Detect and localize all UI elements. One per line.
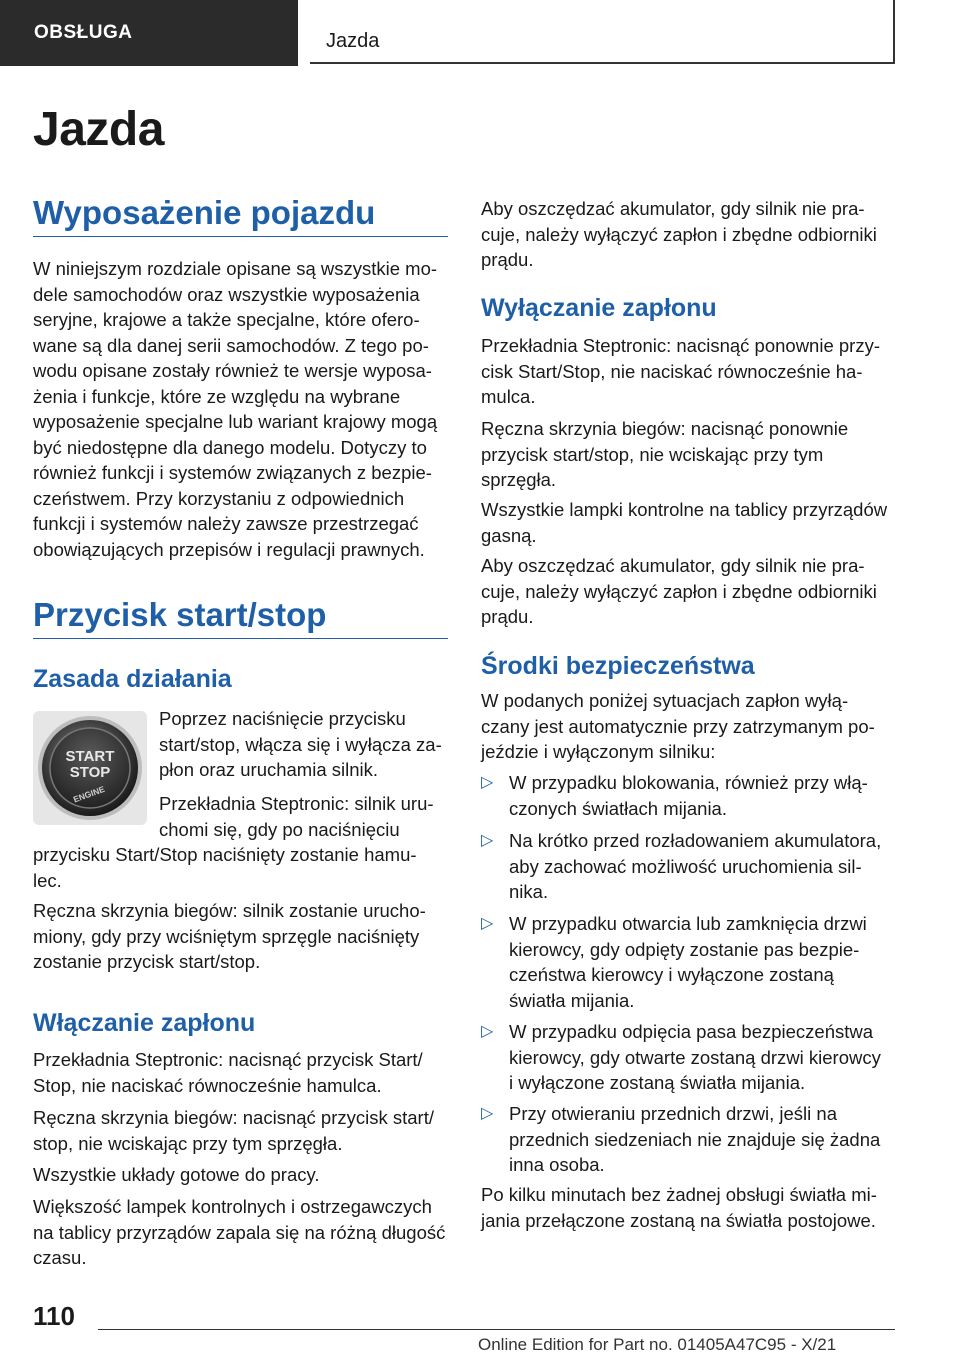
text-line: również funkcji i systemów związanych z bezpie-	[33, 462, 432, 483]
text-line: prądu.	[481, 249, 534, 270]
bullet-text	[509, 1101, 896, 1178]
text-line: cuje, należy wyłączyć zapłon i zbędne odbiorniki	[481, 223, 877, 245]
text-line: żenia i funkcje, które ze względu na wybrane	[33, 385, 401, 407]
text-line: zostanie przycisk start/stop.	[33, 951, 261, 972]
header-chapter-tab: OBSŁUGA	[0, 0, 298, 66]
triangle-bullet-icon: ▷	[481, 832, 494, 849]
text-line: czonych światłach mijania.	[509, 797, 727, 819]
text-line: Aby oszczędzać akumulator, gdy silnik nie pra-	[481, 555, 865, 576]
page-number: 110	[33, 1301, 75, 1331]
text-line: Stop, nie naciskać równocześnie hamulca.	[33, 1074, 382, 1096]
text-line: Przekładnia Steptronic: nacisnąć ponownie przy-	[481, 335, 880, 356]
text-line: czeństwa kierowcy i wyłączone zostaną	[509, 964, 834, 985]
text-line: Ręczna skrzynia biegów: silnik zostanie urucho-	[33, 900, 426, 921]
text-line: dele samochodów oraz wszystkie wyposażenia	[33, 283, 420, 305]
text-line: cuje, należy wyłączyć zapłon i zbędne odbiorniki	[481, 580, 877, 602]
text-line: być niedostępne dla danego modelu. Dotyczy to	[33, 436, 427, 458]
text-line: chomi się, gdy po naciśnięciu	[159, 818, 400, 840]
text-line: Poprzez naciśnięcie przycisku	[159, 708, 406, 729]
start-stop-button-image	[33, 711, 147, 825]
text-line: cisk Start/Stop, nie naciskać równocześnie ha-	[481, 360, 863, 382]
text-line: obowiązujących przepisów i regulacji prawnych.	[33, 538, 425, 560]
text-line: jania przełączone zostaną na światła postojowe.	[481, 1209, 876, 1231]
text-line: Większość lampek kontrolnych i ostrzegawczych	[33, 1196, 432, 1217]
text-line: światła mijania.	[509, 989, 635, 1011]
text-line: miony, gdy przy wciśniętym sprzęgle naciśnięty	[33, 925, 420, 947]
heading-principle: Zasada działania	[33, 665, 232, 693]
text-line: czeństwem. Przy korzystaniu z odpowiednich	[33, 487, 405, 509]
text-line: prądu.	[481, 606, 534, 627]
text-line: lec.	[33, 869, 62, 891]
text-line: Na krótko przed rozładowaniem akumulatora,	[509, 830, 882, 851]
triangle-bullet-icon: ▷	[481, 915, 494, 932]
text-line: jeździe i wyłączonym silniku:	[481, 741, 716, 762]
paragraph-on-4	[33, 1194, 448, 1271]
paragraph-off-2	[481, 416, 896, 493]
text-line: Wszystkie lampki kontrolne na tablicy przyrządów	[481, 499, 888, 520]
text-line: czany jest automatycznie przy zatrzymanym po-	[481, 715, 875, 737]
text-line: kierowcy, gdy otwarte zostaną drzwi kierowcy	[509, 1046, 881, 1068]
text-line: W przypadku blokowania, również przy włą-	[509, 772, 868, 793]
text-line: Przy otwieraniu przednich drzwi, jeśli na	[509, 1103, 837, 1124]
text-line: W przypadku odpięcia pasa bezpieczeństwa	[509, 1021, 874, 1042]
paragraph-on-3	[33, 1162, 448, 1188]
paragraph-off-3	[481, 497, 896, 548]
paragraph-on-1	[33, 1047, 448, 1098]
bullet-text	[509, 911, 896, 1013]
paragraph-off-1	[481, 333, 896, 410]
text-line: przycisk start/stop, nie wciskając przy tym	[481, 443, 824, 465]
heading-equipment: Wyposażenie pojazdu	[33, 194, 376, 231]
heading-ignition-on: Włączanie zapłonu	[33, 1009, 256, 1037]
footer-rule	[98, 1329, 895, 1330]
text-line: płon oraz uruchamia silnik.	[159, 759, 379, 780]
text-line: start/stop, włącza się i wyłącza za-	[159, 733, 442, 755]
bullet-text	[509, 1019, 896, 1096]
paragraph-safety	[481, 688, 896, 765]
text-line: seryjne, krajowe a także specjalne, które ofero-	[33, 309, 420, 330]
paragraph-equipment	[33, 256, 448, 562]
text-line: Aby oszczędzać akumulator, gdy silnik nie pra-	[481, 198, 865, 219]
paragraph-principle-2	[159, 791, 448, 842]
text-line: i wyłączone zostaną światła mijania.	[509, 1072, 806, 1093]
text-line: nika.	[509, 881, 549, 902]
paragraph-principle-3	[33, 898, 448, 975]
paragraph-principle-1	[159, 706, 448, 783]
heading-rule	[33, 236, 448, 237]
text-line: mulca.	[481, 386, 536, 407]
triangle-bullet-icon: ▷	[481, 1023, 494, 1040]
heading-start-stop: Przycisk start/stop	[33, 596, 327, 633]
heading-safety: Środki bezpieczeństwa	[481, 652, 755, 680]
bullet-text	[509, 828, 896, 905]
text-line: przycisku Start/Stop naciśnięty zostanie hamu-	[33, 844, 417, 865]
text-line: sprzęgła.	[481, 469, 557, 490]
text-line: wyposażenie specjalne lub wariant krajowy mogą	[33, 411, 438, 432]
triangle-bullet-icon: ▷	[481, 774, 494, 791]
text-line: na tablicy przyrządów zapala się na różną długość	[33, 1221, 446, 1243]
button-label-start: START	[65, 748, 115, 765]
paragraph-save-battery	[481, 196, 896, 273]
text-line: Ręczna skrzynia biegów: nacisnąć przycisk start/	[33, 1107, 434, 1128]
paragraph-on-2	[33, 1105, 448, 1156]
text-line: W przypadku otwarcia lub zamknięcia drzwi	[509, 913, 867, 934]
text-line: W niniejszym rozdziale opisane są wszystkie mo-	[33, 258, 438, 279]
text-line: przednich siedzeniach nie znajduje się żadna	[509, 1128, 881, 1150]
button-label-engine: ENGINE	[71, 783, 106, 805]
text-line: czasu.	[33, 1247, 87, 1268]
page-title: Jazda	[33, 103, 164, 156]
text-line: aby zachować możliwość uruchomienia sil-	[509, 855, 862, 877]
text-line: wodu opisane zostały również te wersje wyposa-	[33, 360, 432, 381]
text-line: gasną.	[481, 524, 537, 546]
text-line: wane są dla danej serii samochodów. Z tego po-	[33, 334, 429, 356]
triangle-bullet-icon: ▷	[481, 1105, 494, 1122]
text-line: kierowcy, gdy odpięty zostanie pas bezpie-	[509, 938, 860, 960]
paragraph-final	[481, 1182, 896, 1233]
paragraph-principle-2b	[33, 842, 448, 893]
text-line: Wszystkie układy gotowe do pracy.	[33, 1164, 320, 1185]
text-line: Przekładnia Steptronic: silnik uru-	[159, 793, 434, 814]
start-stop-button-icon	[33, 711, 147, 825]
text-line: Po kilku minutach bez żadnej obsługi światła mi-	[481, 1184, 877, 1205]
text-line: stop, nie wciskając przy tym sprzęgła.	[33, 1132, 343, 1154]
text-line: Przekładnia Steptronic: nacisnąć przycisk Start/	[33, 1049, 423, 1070]
text-line: inna osoba.	[509, 1154, 605, 1175]
header-section-title: Jazda	[310, 0, 895, 64]
bullet-text	[509, 770, 896, 821]
heading-rule	[33, 638, 448, 639]
text-line: funkcji i systemów należy zawsze przestrzegać	[33, 513, 419, 534]
paragraph-off-4	[481, 553, 896, 630]
heading-ignition-off: Wyłączanie zapłonu	[481, 294, 717, 322]
footer-edition: Online Edition for Part no. 01405A47C95 - X/21	[478, 1335, 837, 1354]
text-line: Ręczna skrzynia biegów: nacisnąć ponownie	[481, 418, 849, 439]
button-label-stop: STOP	[69, 764, 111, 781]
text-line: W podanych poniżej sytuacjach zapłon wyłą-	[481, 690, 849, 711]
